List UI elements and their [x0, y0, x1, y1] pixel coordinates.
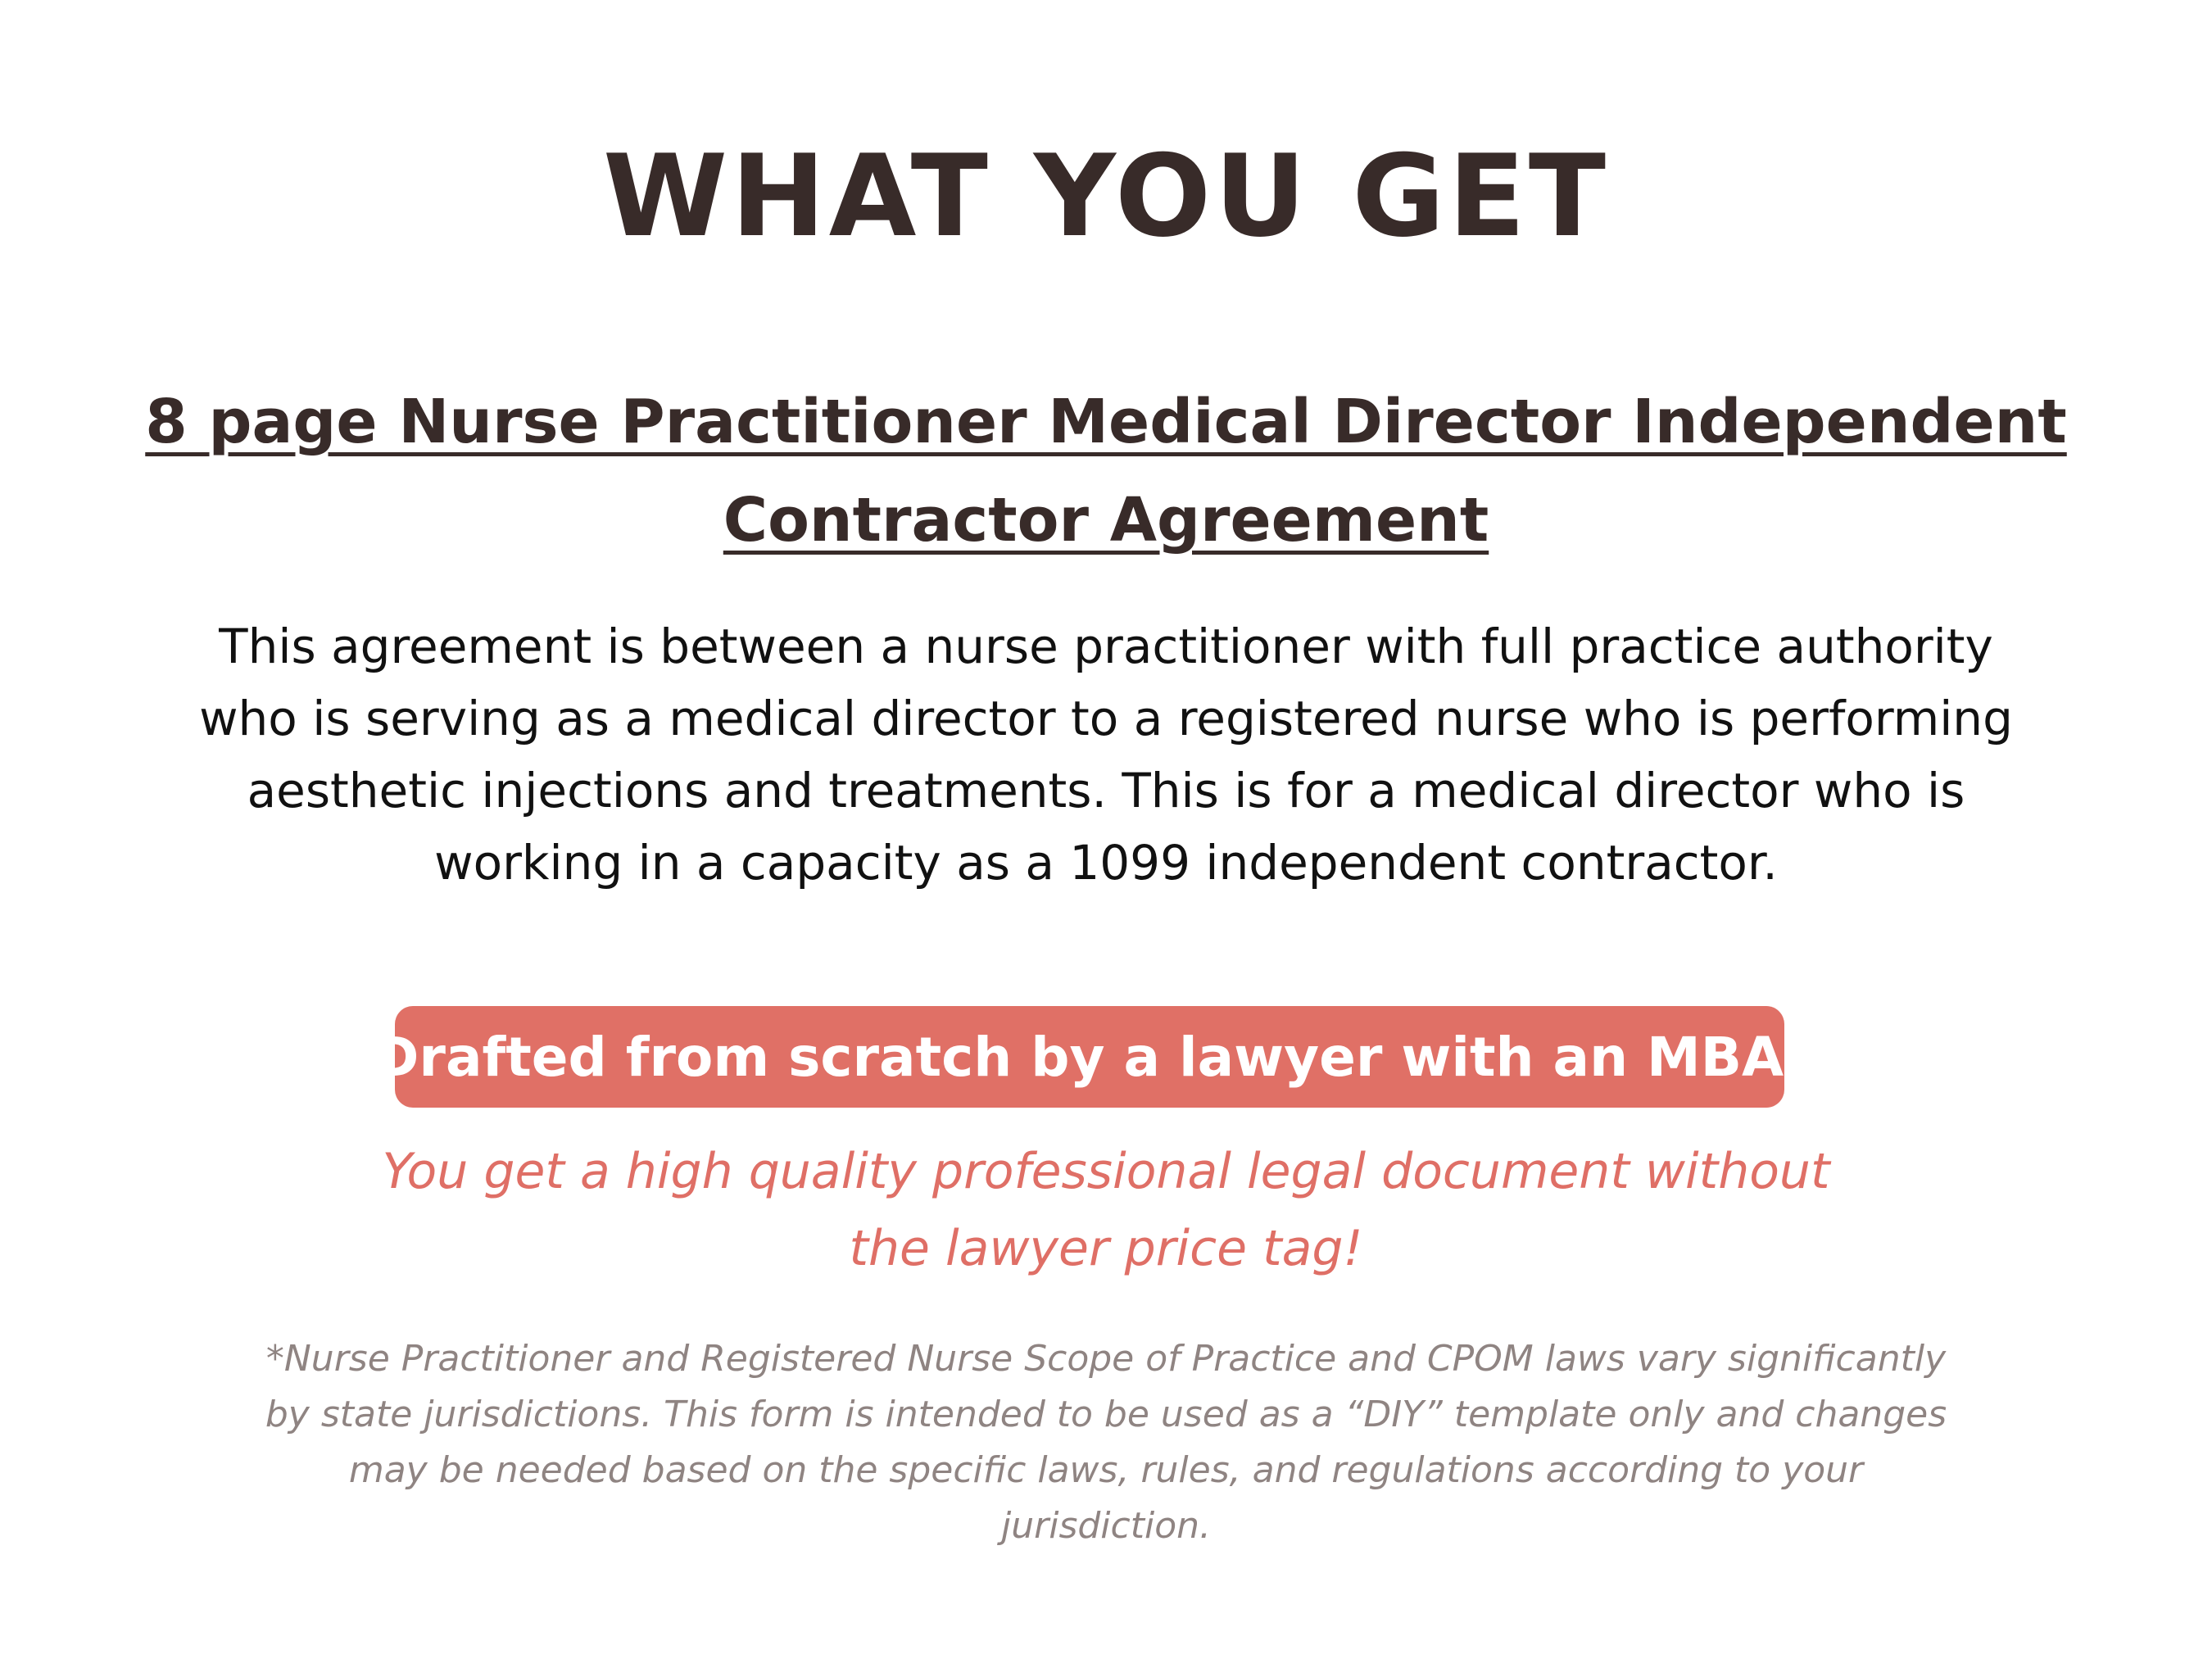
page-title: WHAT YOU GET: [602, 130, 1610, 262]
highlight-badge-text: Drafted from scratch by a lawyer with an MBA.: [374, 1025, 1806, 1089]
tagline: You get a high quality professional legal document without the lawyer price tag!: [382, 1143, 1830, 1277]
agreement-description: This agreement is between a nurse practitioner with full practice authority who is serving as a medical director to a registered nurse who is performing aesthetic injections and treatments. This is for a medical director who is working in a capacity as a 1099 independent contractor.: [199, 619, 2013, 891]
document-title: 8 page Nurse Practitioner Medical Director Independent Contractor Agreement: [145, 387, 2067, 555]
disclaimer-note: *Nurse Practitioner and Registered Nurse Scope of Practice and CPOM laws vary significantly by state jurisdictions. This form is intended to be used as a “DIY” template only and changes may be needed based on the specific laws, rules, and regulations according to your jurisdiction.: [265, 1338, 1947, 1547]
highlight-badge: [374, 1006, 1806, 1108]
